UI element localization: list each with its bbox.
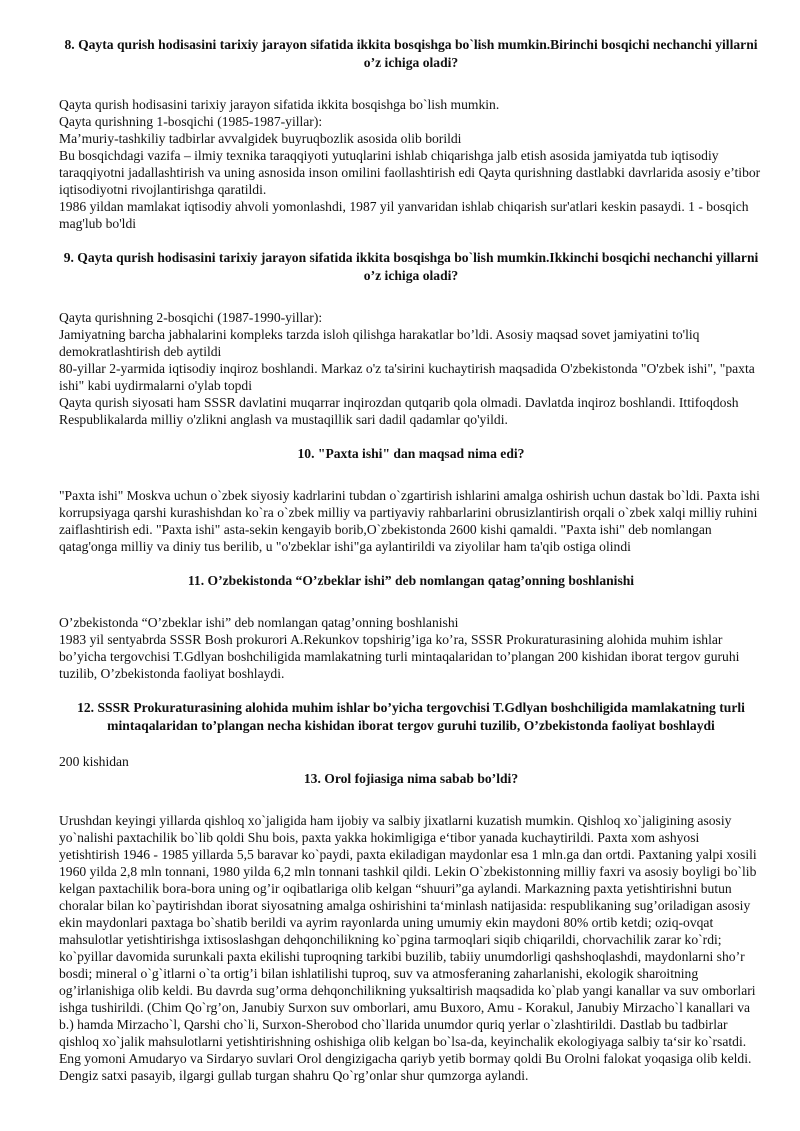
question-10-heading: 10. "Paxta ishi" dan maqsad nima edi? [297,446,525,461]
answer-10-paragraph: "Paxta ishi" Moskva uchun o`zbek siyosiy kadrlarini tubdan o`zgartirish ishlarini amalga oshirish uchun dastak bo`ldi. Paxta ishi korrupsiyaga qarshi kurashishdan ko`ra o`zbek milliy va partiyaviy rahbarlarini obrusizlantirish orqali o`zbek xalqi milliy ruhini zaiflashtirish edi. "Paxta ishi" asta-sekin kengayib borib,O`zbekistonda 2600 kishi qamaldi. "Paxta ishi" deb nomlangan qatag'onga milliy va diniy tus berilib, u "o'zbeklar ishi"ga aylantirildi va ziyolilar ham ta'qib ostiga olindi [59,488,760,554]
answer-11-line-1: O’zbekistonda “O’zbeklar ishi” deb nomlangan qatag’onning boshlanishi [59,615,459,630]
question-11-heading: 11. O’zbekistonda “O’zbeklar ishi” deb nomlangan qatag’onning boshlanishi [187,573,635,588]
answer-12-text: 200 kishidan [59,754,129,769]
question-8-heading: 8. Qayta qurish hodisasini tarixiy jarayon sifatida ikkita bosqishga bo`lish mumkin.Birinchi bosqichi nechanchi yillarni o’z ichiga oladi? [64,37,758,70]
answer-11-line-2: 1983 yil sentyabrda SSSR Bosh prokurori A.Rekunkov topshirig’iga ko’ra, SSSR Prokuraturasining alohida muhim ishlar bo’yicha tergovchisi T.Gdlyan boshchiligida mamlakatning turli mintaqalaridan to’plangan 200 kishidan iborat tergov guruhi tuzilib, O’zbekistonda faoliyat boshlaydi. [59,632,740,681]
answer-8-line-3: Ma’muriy-tashkiliy tadbirlar avvalgidek buyruqbozlik asosida olib borildi [59,131,462,146]
answer-8-line-5: 1986 yildan mamlakat iqtisodiy ahvoli yomonlashdi, 1987 yil yanvaridan ishlab chiqarish sur'atlari keskin pasaydi. 1 - bosqich mag'lub bo'ldi [59,199,749,231]
question-12-heading: 12. SSSR Prokuraturasining alohida muhim ishlar bo’yicha tergovchisi T.Gdlyan boshchiligida mamlakatning turli mintaqalaridan to’plangan necha kishidan iborat tergov guruhi tuzilib, O’zbekistonda faoliyat boshlaydi [77,700,745,733]
question-9-heading: 9. Qayta qurish hodisasini tarixiy jarayon sifatida ikkita bosqishga bo`lish mumkin.Ikkinchi bosqichi nechanchi yillarni o’z ichiga oladi? [63,250,759,283]
answer-13-paragraph: Urushdan keyingi yillarda qishloq xo`jaligida ham ijobiy va salbiy jixatlarni kuzatish mumkin. Qishloq xo`jaligining asosiy yo`nalishi paxtachilik bo`lib qoldi Shu bois, paxta yakka hokimligiga e‘tibor yanada kuchaytirildi. Paxta xom ashyosi yetishtirish 1946 - 1985 yillarda 5,5 baravar ko`paydi, paxta ekiladigan maydonlar esa 1 mln.ga dan ortdi. Paxtaning yalpi xosili 1960 yilda 2,8 mln tonnani, 1980 yilda 6,2 mln tonnani tashkil qildi. Lekin O`zbekistonning milliy faxri va asosiy boyligi bo`lib kelgan paxtachilik bora-bora uning og’ir oqibatlariga olib kelgan “shuuri”ga aylandi. Markazning paxta yetishtirishni butun choralar bilan ko`paytirishdan iborat siyosatning amalga oshirishini ta‘minlash natijasida: respublikaning sug’oriladigan asosiy ekin maydonlari paxtaga bo`shatib berildi va ayrim rayonlarda uning umumiy ekin maydoni 80% ortib ketdi; oziq-ovqat mahsulotlar yetishtirishga ixtisoslashgan dehqonchilikning ko`pgina tarmoqlari siqib chiqarildi, chorvachilik zarar ko`rdi; ko`pyillar davomida surunkali paxta ekilishi tuproqning tarkibi buzilib, tabiiy unumdorligi qashshoqlashdi, maydonlarni sho’r bosdi; mineral o`g`itlarni o`ta ortig’i bilan ishlatilishi tuproq, suv va atmosferaning zaharlanishi, ekologik sharoitning og’irlanishiga olib keldi. Bu davrda sug’orma dehqonchilikning yuksaltirish maqsadida ko`plab yangi kanallar va suv omborlari ishga tushirildi. (Chim Qo`rg’on, Janubiy Surxon suv omborlari, amu Buxoro, Amu - Korakul, Janubiy Mirzacho`l kanallari va b.) hamda Mirzacho`l, Qarshi cho`li, Surxon-Sherobod cho`llarida unumdor quriq yerlar o`zlashtirildi. Dastlab bu tadbirlar qishloq xo`jalik mahsulotlarni yetishtirishning oshishiga olib kelgan bo`lsa-da, keyinchalik ekologiyaga salbiy ta‘sir ko`rsatdi. Eng yomoni Amudaryo va Sirdaryo suvlari Orol dengizigacha qariyb yetib bormay qoldi Bu Orolni falokat yoqasiga olib keldi. Dengiz satxi pasayib, ilgargi gullab turgan shahru Qo`rg’onlar shur qumzorga aylandi. [59,813,757,1083]
question-13-heading: 13. Orol fojiasiga nima sabab bo’ldi? [303,771,519,786]
answer-9-line-3: 80-yillar 2-yarmida iqtisodiy inqiroz boshlandi. Markaz o'z ta'sirini kuchaytirish maqsadida O'zbekistonda "O'zbek ishi", "paxta ishi" kabi uydirmalarni o'ylab topdi [59,361,755,393]
answer-8-line-2: Qayta qurishning 1-bosqichi (1985-1987-yillar): [59,114,323,129]
answer-9-line-4: Qayta qurish siyosati ham SSSR davlatini muqarrar inqirozdan qutqarib qola olmadi. Davlatda inqiroz boshlandi. Ittifoqdosh Respublikalarda milliy o'zlikni anglash va mustaqillik sari dadil qadamlar qo'yildi. [59,395,739,427]
answer-8-line-1: Qayta qurish hodisasini tarixiy jarayon sifatida ikkita bosqishga bo`lish mumkin. [59,97,500,112]
answer-8-line-4: Bu bosqichdagi vazifa – ilmiy texnika taraqqiyoti yutuqlarini ishlab chiqarishga jalb etish asosida jamiyatda tub iqtisodiy taraqqiyotni jadallashtirish va uning asnosida inson omilini faollashtirish edi Qayta qurishning dastlabki davrlarida asosiy e’tibor iqtisodiyotni rivojlantirishga qaratildi. [59,148,761,197]
document-page [59,36,763,1084]
answer-9-line-1: Qayta qurishning 2-bosqichi (1987-1990-yillar): [59,310,323,325]
answer-9-line-2: Jamiyatning barcha jabhalarini kompleks tarzda isloh qilishga harakatlar bo’ldi. Asosiy maqsad sovet jamiyatini to'liq demokratlashtirish deb aytildi [59,327,700,359]
